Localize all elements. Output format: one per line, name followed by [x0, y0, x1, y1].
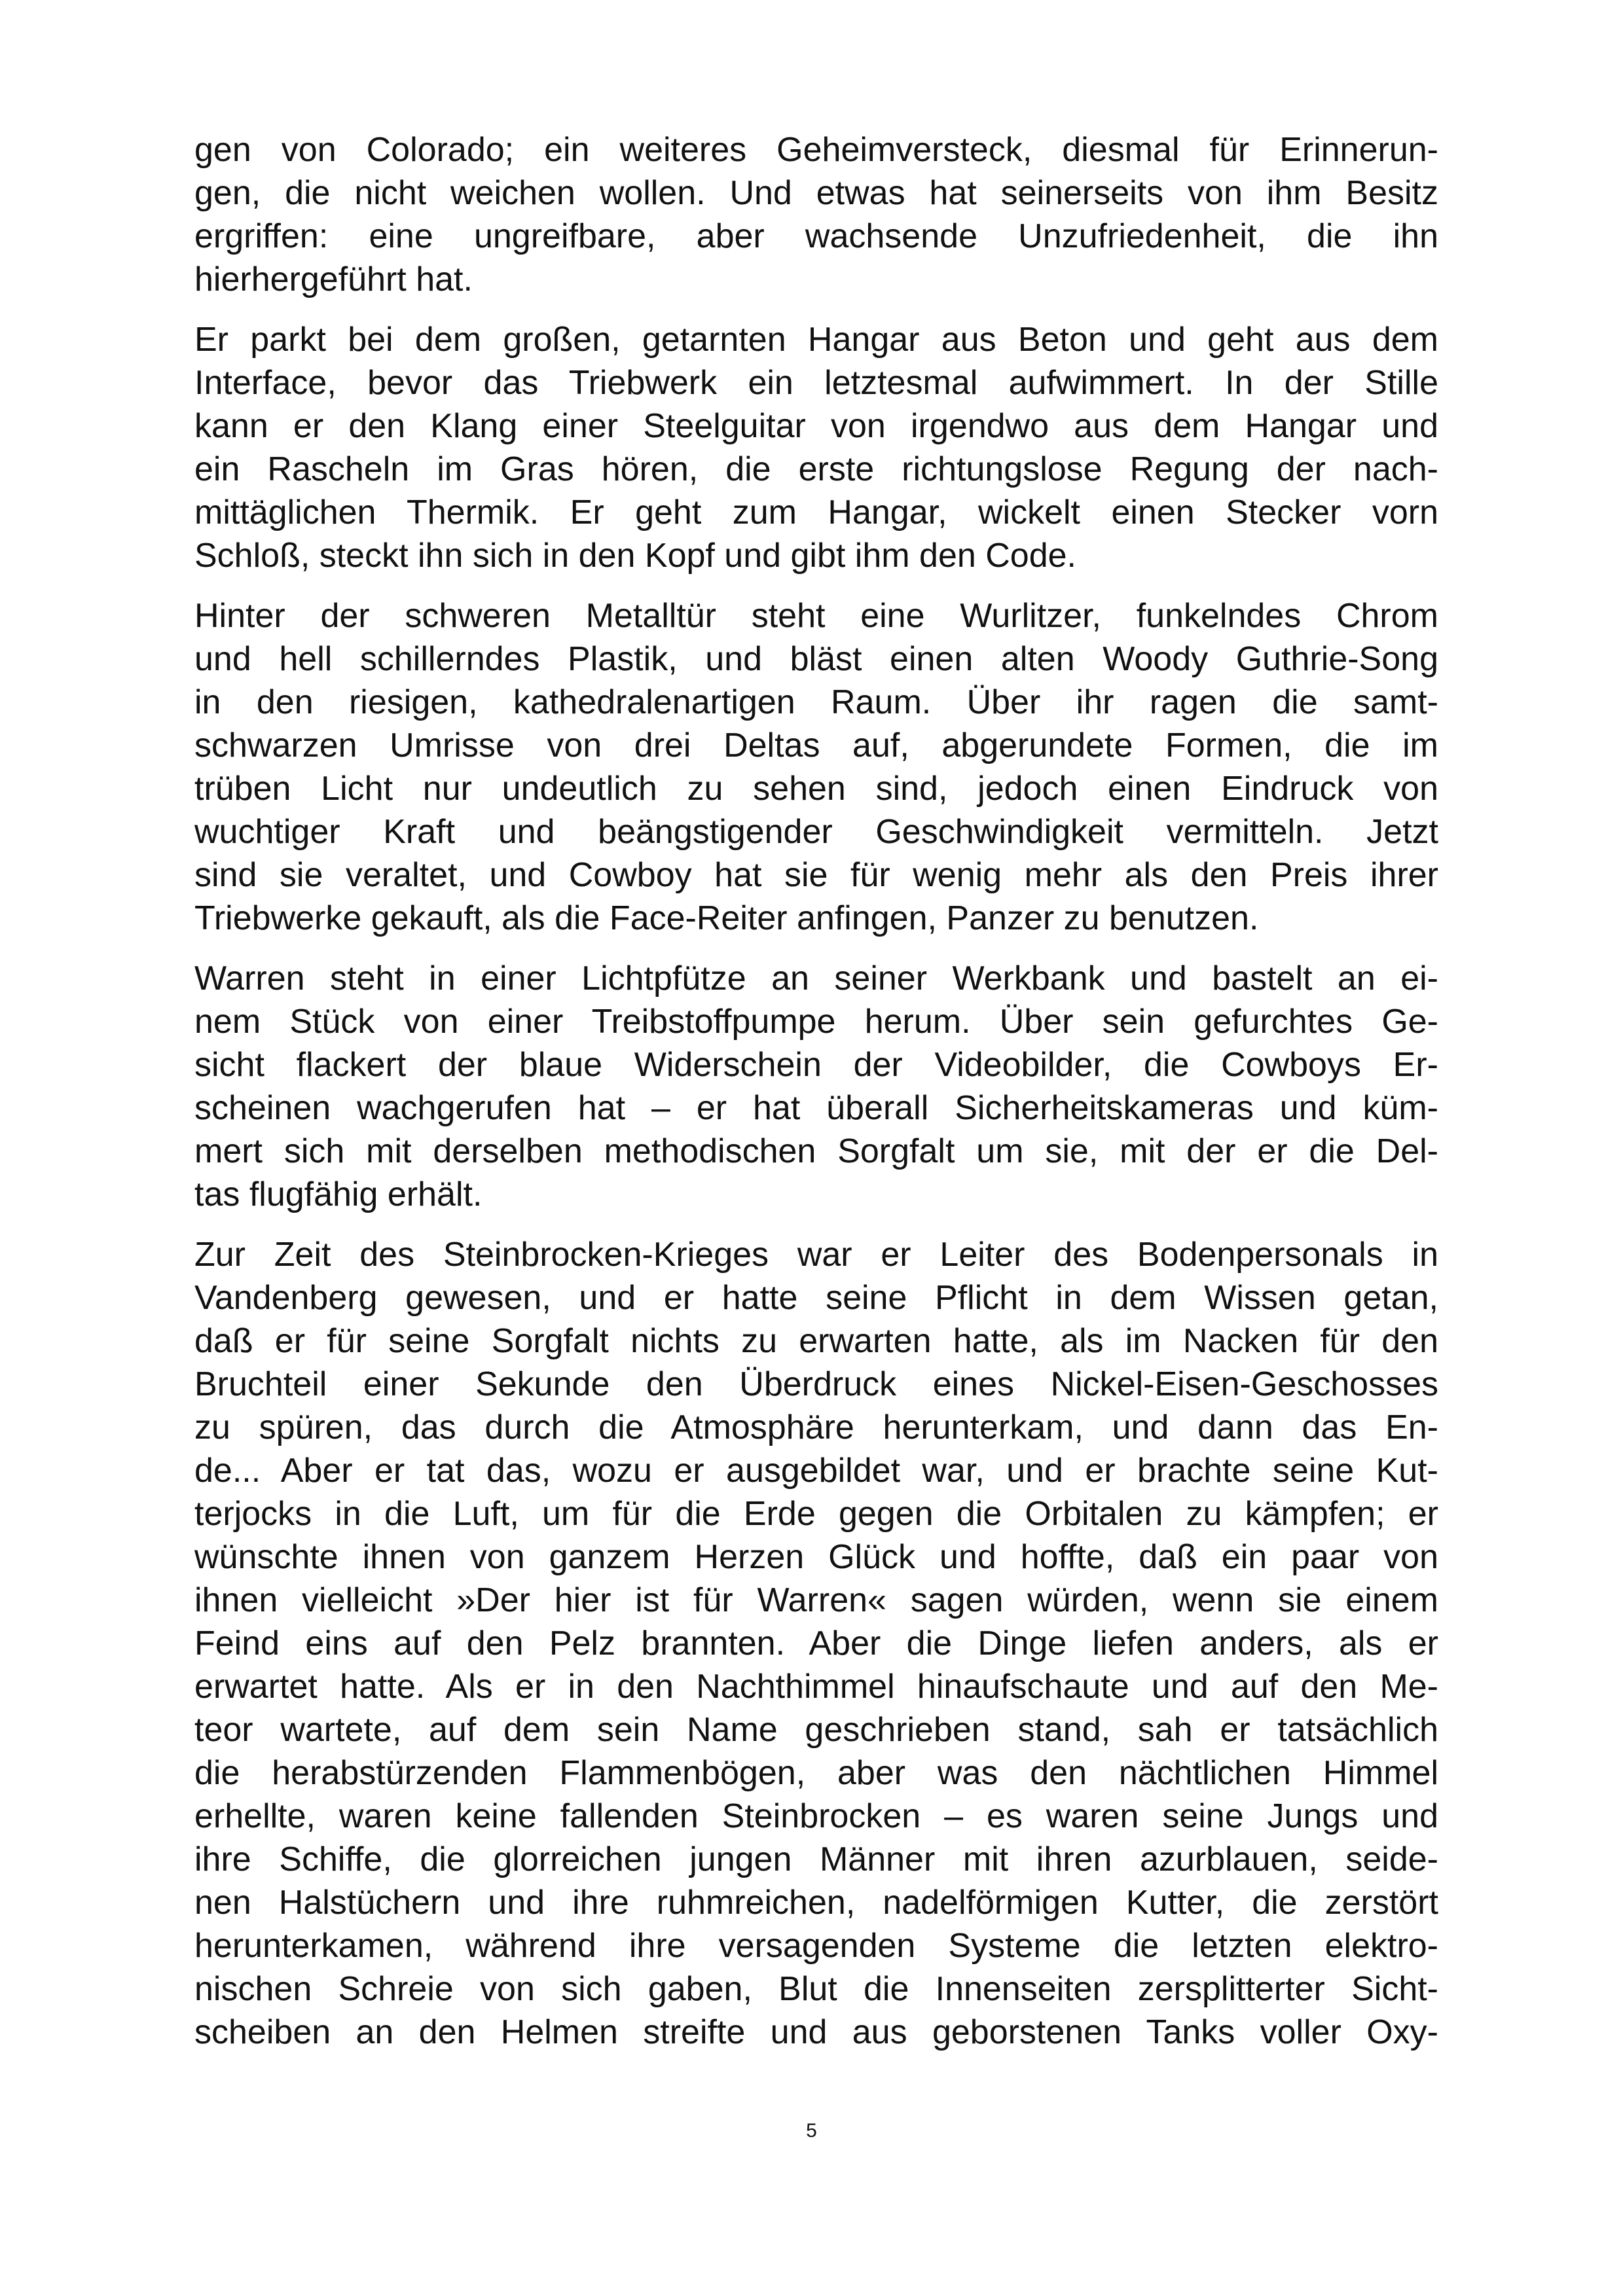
document-body [194, 128, 1438, 2071]
paragraph-1 [194, 128, 1438, 301]
text-line: mittäglichen Thermik. Er geht zum Hangar, wickelt einen Stecker vorn [194, 493, 1438, 531]
text-line: sind sie veraltet, und Cowboy hat sie für wenig mehr als den Preis ihrer [194, 856, 1438, 894]
text-line: Bruchteil einer Sekunde den Überdruck eines Nickel-Eisen-Geschosses [194, 1365, 1438, 1403]
text-line: de... Aber er tat das, wozu er ausgebildet war, und er brachte seine Kut- [194, 1452, 1438, 1490]
text-line: zu spüren, das durch die Atmosphäre herunterkam, und dann das En- [194, 1408, 1438, 1446]
text-line: kann er den Klang einer Steelguitar von irgendwo aus dem Hangar und [194, 407, 1438, 445]
text-line: teor wartete, auf dem sein Name geschrieben stand, sah er tatsächlich [194, 1711, 1438, 1749]
text-line: schwarzen Umrisse von drei Deltas auf, abgerundete Formen, die im [194, 726, 1438, 764]
text-line: Hinter der schweren Metalltür steht eine Wurlitzer, funkelndes Chrom [194, 597, 1438, 635]
text-line: wuchtiger Kraft und beängstigender Geschwindigkeit vermitteln. Jetzt [194, 813, 1438, 851]
text-line: die herabstürzenden Flammenbögen, aber was den nächtlichen Himmel [194, 1754, 1438, 1792]
paragraph-2 [194, 318, 1438, 577]
paragraph-4 [194, 957, 1438, 1216]
text-line: Triebwerke gekauft, als die Face-Reiter anfingen, Panzer zu benutzen. [194, 899, 1259, 937]
text-line: in den riesigen, kathedralenartigen Raum. Über ihr ragen die samt- [194, 683, 1438, 721]
text-line: herunterkamen, während ihre versagenden Systeme die letzten elektro- [194, 1927, 1438, 1965]
text-line: scheinen wachgerufen hat – er hat überall Sicherheitskameras und küm- [194, 1089, 1438, 1127]
paragraph-5 [194, 1233, 1438, 2054]
text-line: daß er für seine Sorgfalt nichts zu erwarten hatte, als im Nacken für den [194, 1322, 1438, 1360]
text-line: gen von Colorado; ein weiteres Geheimversteck, diesmal für Erinnerun- [194, 131, 1438, 169]
text-line: ergriffen: eine ungreifbare, aber wachsende Unzufriedenheit, die ihn [194, 217, 1438, 255]
page-number: 5 [806, 2120, 817, 2142]
text-line: Feind eins auf den Pelz brannten. Aber die Dinge liefen anders, als er [194, 1624, 1438, 1662]
text-line: Zur Zeit des Steinbrocken-Krieges war er Leiter des Bodenpersonals in [194, 1236, 1438, 1274]
text-line: trüben Licht nur undeutlich zu sehen sind, jedoch einen Eindruck von [194, 770, 1438, 808]
text-line: terjocks in die Luft, um für die Erde gegen die Orbitalen zu kämpfen; er [194, 1495, 1438, 1533]
text-line: Warren steht in einer Lichtpfütze an seiner Werkbank und bastelt an ei- [194, 960, 1438, 997]
text-line: nischen Schreie von sich gaben, Blut die Innenseiten zersplitterter Sicht- [194, 1970, 1438, 2008]
text-line: nen Halstüchern und ihre ruhmreichen, nadelförmigen Kutter, die zerstört [194, 1884, 1438, 1922]
text-line: Interface, bevor das Triebwerk ein letztesmal aufwimmert. In der Stille [194, 364, 1438, 402]
text-line: ihnen vielleicht »Der hier ist für Warren« sagen würden, wenn sie einem [194, 1581, 1438, 1619]
text-line: Er parkt bei dem großen, getarnten Hangar aus Beton und geht aus dem [194, 321, 1438, 359]
text-line: tas flugfähig erhält. [194, 1175, 483, 1213]
text-line: erhellte, waren keine fallenden Steinbrocken – es waren seine Jungs und [194, 1797, 1438, 1835]
text-line: sicht flackert der blaue Widerschein der Videobilder, die Cowboys Er- [194, 1046, 1438, 1084]
text-line: scheiben an den Helmen streifte und aus geborstenen Tanks voller Oxy- [194, 2013, 1438, 2051]
text-line: ihre Schiffe, die glorreichen jungen Männer mit ihren azurblauen, seide- [194, 1840, 1438, 1878]
text-line: erwartet hatte. Als er in den Nachthimmel hinaufschaute und auf den Me- [194, 1668, 1438, 1706]
text-line: Vandenberg gewesen, und er hatte seine Pflicht in dem Wissen getan, [194, 1279, 1438, 1317]
text-line: nem Stück von einer Treibstoffpumpe herum. Über sein gefurchtes Ge- [194, 1003, 1438, 1041]
text-line: ein Rascheln im Gras hören, die erste richtungslose Regung der nach- [194, 450, 1438, 488]
text-line: mert sich mit derselben methodischen Sorgfalt um sie, mit der er die Del- [194, 1132, 1438, 1170]
text-line: Schloß, steckt ihn sich in den Kopf und gibt ihm den Code. [194, 537, 1076, 575]
paragraph-3 [194, 594, 1438, 940]
text-line: wünschte ihnen von ganzem Herzen Glück und hoffte, daß ein paar von [194, 1538, 1438, 1576]
text-line: hierhergeführt hat. [194, 260, 473, 298]
text-line: gen, die nicht weichen wollen. Und etwas hat seinerseits von ihm Besitz [194, 174, 1438, 212]
text-line: und hell schillerndes Plastik, und bläst einen alten Woody Guthrie-Song [194, 640, 1438, 678]
